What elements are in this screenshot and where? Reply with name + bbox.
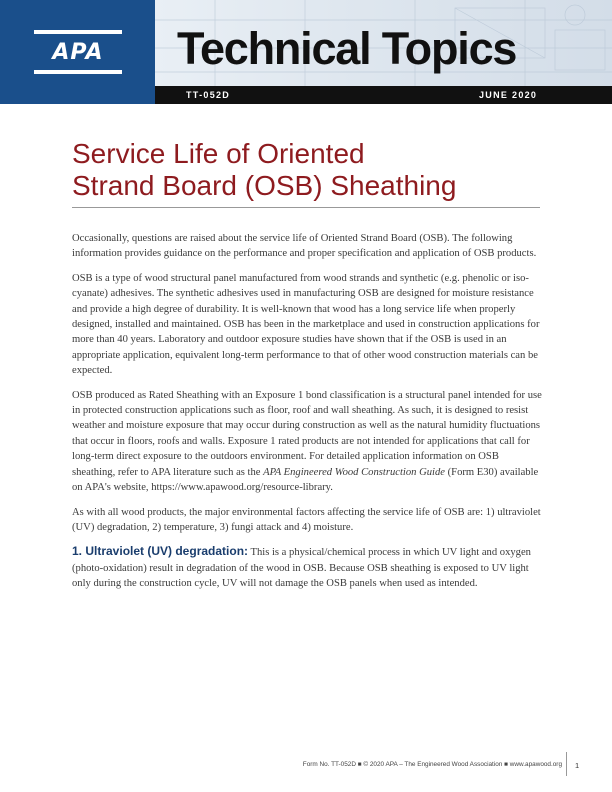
paragraph-exposure-1	[72, 388, 542, 496]
title-line-1: Service Life of Oriented	[72, 138, 365, 169]
paragraph-intro: Occasionally, questions are raised about the service life of Oriented Strand Board (OSB). The following information provides guidance on the performance and proper specification and application of OSB products.	[72, 233, 537, 260]
document-title	[72, 138, 542, 202]
page-number: 1	[575, 761, 580, 770]
banner-title: Technical Topics	[177, 23, 517, 74]
title-line-2: Strand Board (OSB) Sheathing	[72, 170, 457, 201]
guide-title: APA Engineered Wood Construction Guide	[263, 466, 445, 478]
logo-text: APA	[52, 40, 104, 65]
paragraph-osb-definition: OSB is a type of wood structural panel manufactured from wood strands and synthetic (e.g. phenolic or iso-cyanate) adhesives. The synthetic adhesives used in manufacturing OSB are designed for moisture resistance and provide a high degree of durability. It is well-known that wood has a long service life when properly designed, installed and maintained. OSB has been in the marketplace and used in construction applications for more than 40 years. Laboratory and outdoor exposure studies have shown that if the OSB is used in an appropriate application, equivalent long-term performance to that of other wood construction materials can be expected.	[72, 272, 540, 377]
footer-text: Form No. TT-052D ■ © 2020 APA – The Engineered Wood Association ■ www.apawood.org	[302, 761, 562, 768]
document-header	[0, 0, 612, 104]
title-divider	[72, 207, 540, 208]
logo-stripe-top	[34, 30, 122, 34]
section-heading-uv: 1. Ultraviolet (UV) degradation:	[72, 544, 249, 559]
document-body	[72, 231, 542, 601]
apa-logo	[0, 0, 155, 104]
doc-number: TT-052D	[186, 90, 231, 100]
paragraph-text: This is a physical/chemical process in which UV light and oxygen (photo-oxidation) result in degradation of the wood in OSB. Because OSB sheathing is exposed to UV light only during the construction cycle, UV will not damage the OSB panels when used as intended.	[72, 547, 531, 590]
paragraph-uv-degradation	[72, 544, 542, 591]
paragraph-text: (Form E30) available on APA's website, https://www.apawood.org/resource-library.	[72, 466, 539, 494]
paragraph-factors: As with all wood products, the major environmental factors affecting the service life of OSB are: 1) ultraviolet (UV) degradation, 2) temperature, 3) fungi attack and 4) moisture.	[72, 506, 541, 533]
logo-stripe-bottom	[34, 70, 122, 74]
paragraph-text: OSB produced as Rated Sheathing with an Exposure 1 bond classification is a structural panel intended for use in protected construction applications such as floor, roof and wall sheathing. As such, it is designed to resist weather and moisture exposure that may occur during construction as well as the natural humidity fluctuations that occur in floors, roofs and walls. Exposure 1 rated products are not intended for applications that call for long-term direct exposure to the outdoors environment. For detailed application information on OSB sheathing, refer to APA literature such as the	[72, 389, 542, 478]
publication-date: JUNE 2020	[479, 90, 538, 100]
footer-divider	[566, 752, 567, 776]
